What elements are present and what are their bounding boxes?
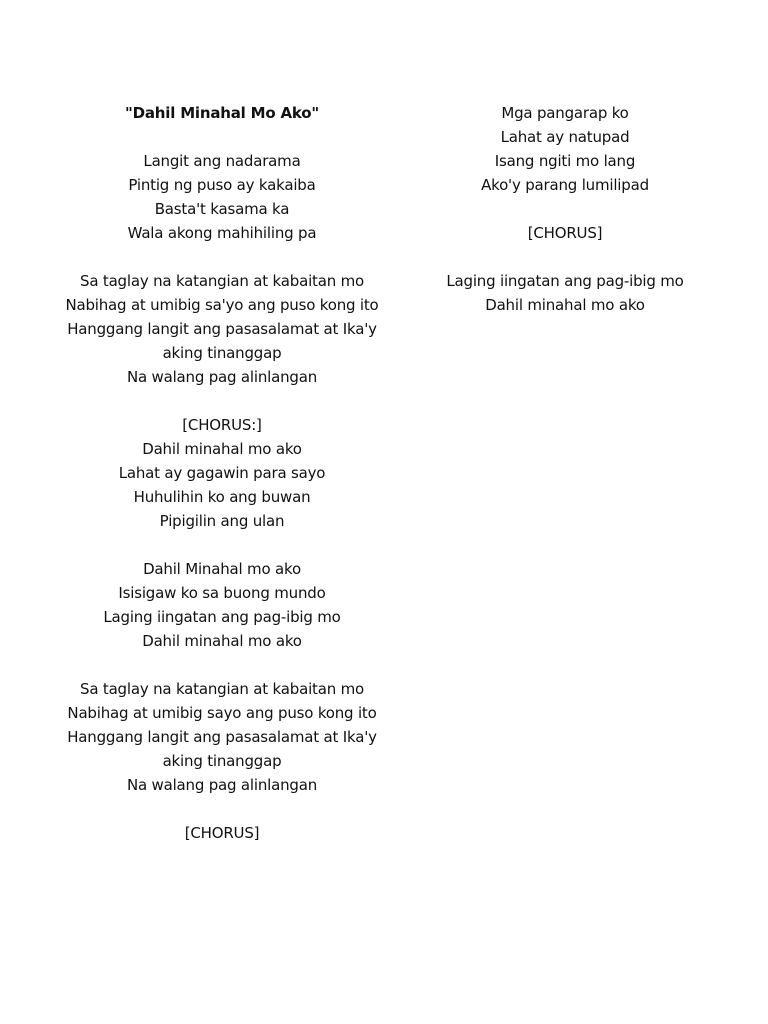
lyric-line: Hanggang langit ang pasasalamat at Ika'y aking tinanggap [67, 728, 377, 770]
lyric-line: Laging iingatan ang pag-ibig mo [446, 272, 684, 290]
lyric-line: Hanggang langit ang pasasalamat at Ika'y aking tinanggap [67, 320, 377, 362]
lyric-line: Na walang pag alinlangan [126, 368, 318, 386]
left-column [62, 101, 382, 869]
stanza-outro [430, 269, 700, 317]
lyric-line: Sa taglay na katangian at kabaitan mo [80, 272, 364, 290]
lyric-line: Isang ngiti mo lang [494, 152, 636, 170]
title-block [62, 101, 382, 125]
stanza-verse-1 [62, 149, 382, 245]
lyric-line: Dahil Minahal mo ako [143, 560, 301, 578]
song-title: "Dahil Minahal Mo Ako" [125, 104, 319, 122]
lyric-line: Basta't kasama ka [154, 200, 290, 218]
stanza-bridge [430, 101, 700, 197]
stanza-verse-3 [62, 677, 382, 797]
lyric-line: Nabihag at umibig sayo ang puso kong ito [67, 704, 377, 722]
lyric-line: Pipigilin ang ulan [159, 512, 285, 530]
lyric-line: Isisigaw ko sa buong mundo [118, 584, 326, 602]
stanza-chorus [62, 413, 382, 533]
lyric-line: Lahat ay natupad [500, 128, 630, 146]
lyric-line: Nabihag at umibig sa'yo ang puso kong ito [65, 296, 379, 314]
lyric-line: Dahil minahal mo ako [485, 296, 645, 314]
lyric-line: Wala akong mahihiling pa [127, 224, 317, 242]
stanza-verse-2 [62, 269, 382, 389]
stanza-chorus-repeat [62, 821, 382, 845]
lyric-line: Langit ang nadarama [143, 152, 301, 170]
stanza-chorus-marker-right [430, 221, 700, 245]
lyric-line: Dahil minahal mo ako [142, 632, 302, 650]
lyric-line: Dahil minahal mo ako [142, 440, 302, 458]
lyric-line: Huhulihin ko ang buwan [133, 488, 311, 506]
lyric-line: Mga pangarap ko [501, 104, 629, 122]
stanza-chorus-2 [62, 557, 382, 653]
chorus-marker: [CHORUS:] [182, 416, 262, 434]
chorus-marker: [CHORUS] [184, 824, 260, 842]
right-column [430, 101, 700, 341]
lyric-line: Pintig ng puso ay kakaiba [128, 176, 316, 194]
lyric-line: Ako'y parang lumilipad [481, 176, 649, 194]
lyric-line: Laging iingatan ang pag-ibig mo [103, 608, 341, 626]
lyric-line: Lahat ay gagawin para sayo [118, 464, 326, 482]
chorus-marker: [CHORUS] [527, 224, 603, 242]
lyric-line: Sa taglay na katangian at kabaitan mo [80, 680, 364, 698]
lyric-line: Na walang pag alinlangan [126, 776, 318, 794]
